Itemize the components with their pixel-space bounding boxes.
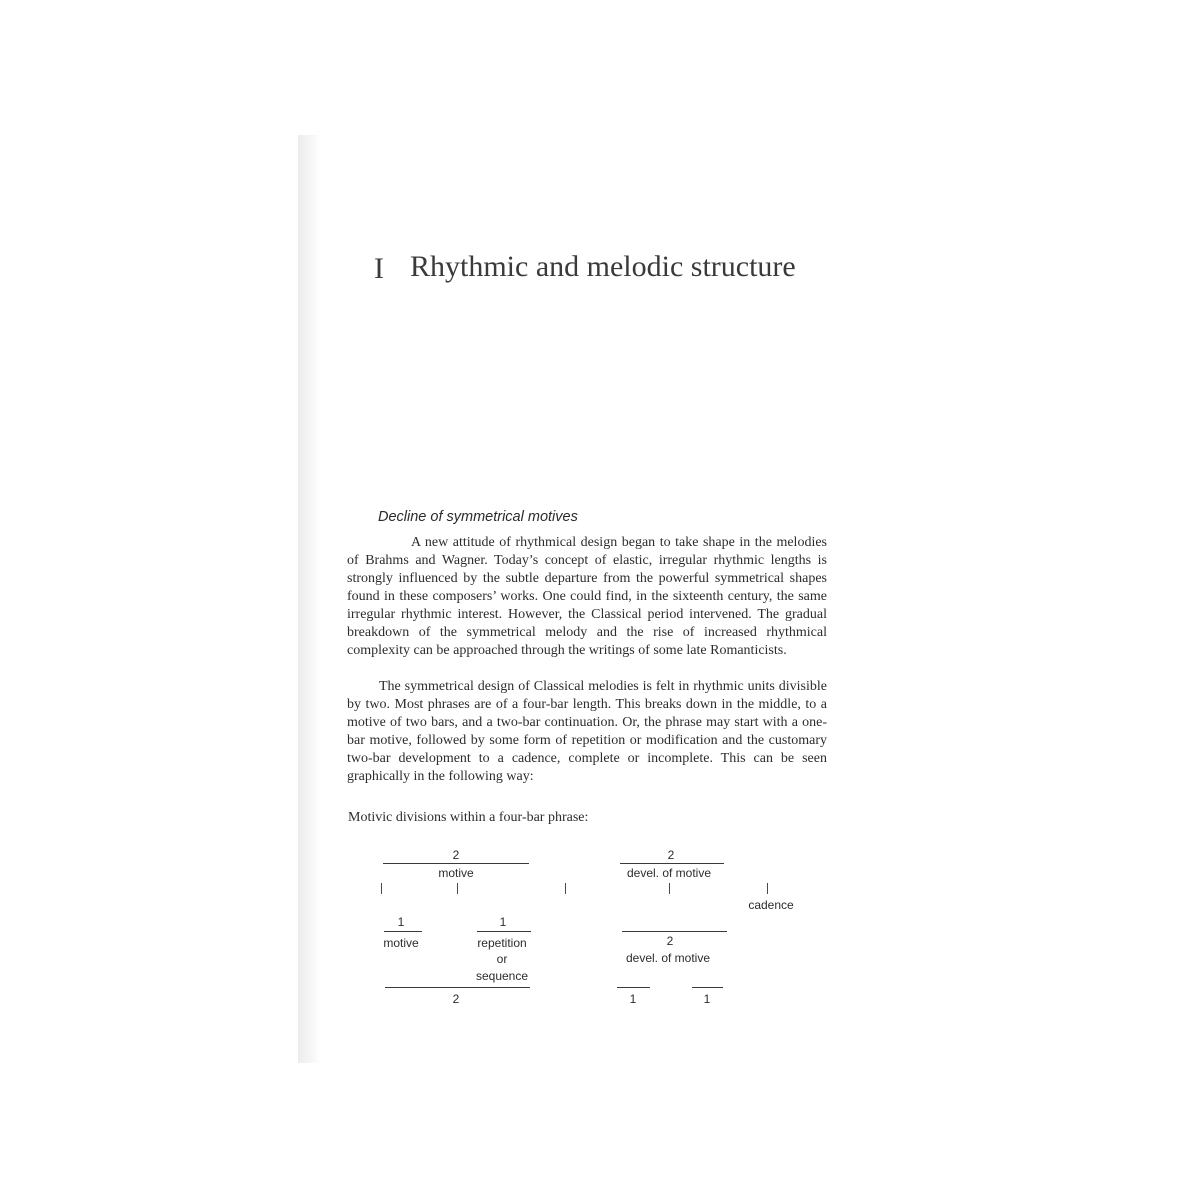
motive-label: motive — [383, 936, 419, 950]
bar-tick-4 — [669, 883, 670, 894]
repetition-label-1: repetition — [477, 936, 527, 950]
bar-tick-5 — [767, 883, 768, 894]
bottom-right-count-2: 1 — [703, 992, 711, 1006]
group1-label: motive — [438, 866, 474, 880]
paragraph-1-text: A new attitude of rhythmical design began to take shape in the melodies of Brahms and Wagner. Today’s concept of elastic, irregular rhythmic lengths is strongly influenced by the subtle departure from the powerful symmetrical shapes found in these composers’ works. One could find, in the sixteenth century, the same irregular rhythmic interest. However, the Classical period intervened. The gradual breakdown of the symmetrical melody and the rise of increased rhythmical complexity can be approached through the writings of some late Romanticists. — [347, 535, 827, 658]
page-gutter-shadow — [298, 135, 320, 1063]
bottom-left-bracket-line — [385, 987, 530, 988]
cadence-label: cadence — [748, 898, 794, 912]
bottom-right-bracket-line-1 — [617, 987, 650, 988]
repetition-bracket-line — [477, 931, 531, 932]
group2-label: devel. of motive — [626, 866, 712, 880]
group2-bracket-line — [620, 863, 724, 864]
devel-count: 2 — [666, 934, 674, 948]
section-heading: Decline of symmetrical motives — [378, 509, 578, 525]
devel-label: devel. of motive — [625, 951, 711, 965]
bar-tick-3 — [565, 883, 566, 894]
motive-bracket-line — [384, 931, 422, 932]
group2-count: 2 — [667, 848, 675, 862]
repetition-count: 1 — [499, 915, 507, 929]
motive-count: 1 — [397, 915, 405, 929]
group1-bracket-line — [383, 863, 529, 864]
bottom-right-bracket-line-2 — [692, 987, 723, 988]
chapter-number: I — [374, 252, 384, 285]
diagram-caption: Motivic divisions within a four-bar phrase: — [348, 810, 589, 825]
group1-count: 2 — [452, 848, 460, 862]
bar-tick-1 — [381, 883, 382, 894]
paragraph-1 — [347, 534, 827, 660]
repetition-label-3: sequence — [475, 969, 529, 983]
paragraph-2-text: The symmetrical design of Classical melodies is felt in rhythmic units divisible by two. Most phrases are of a four-bar length. This breaks down in the middle, to a motive of two bars, and a two-bar continuation. Or, the phrase may start with a one-bar motive, followed by some form of repetition or modification and the customary two-bar development to a cadence, complete or incomplete. This can be seen graphically in the following way: — [347, 679, 827, 784]
chapter-title: Rhythmic and melodic structure — [410, 250, 796, 283]
paragraph-2 — [347, 678, 827, 786]
repetition-label-2: or — [496, 952, 508, 966]
bottom-left-count: 2 — [452, 992, 460, 1006]
devel-bracket-line — [622, 931, 727, 932]
bar-tick-2 — [457, 883, 458, 894]
bottom-right-count-1: 1 — [629, 992, 637, 1006]
